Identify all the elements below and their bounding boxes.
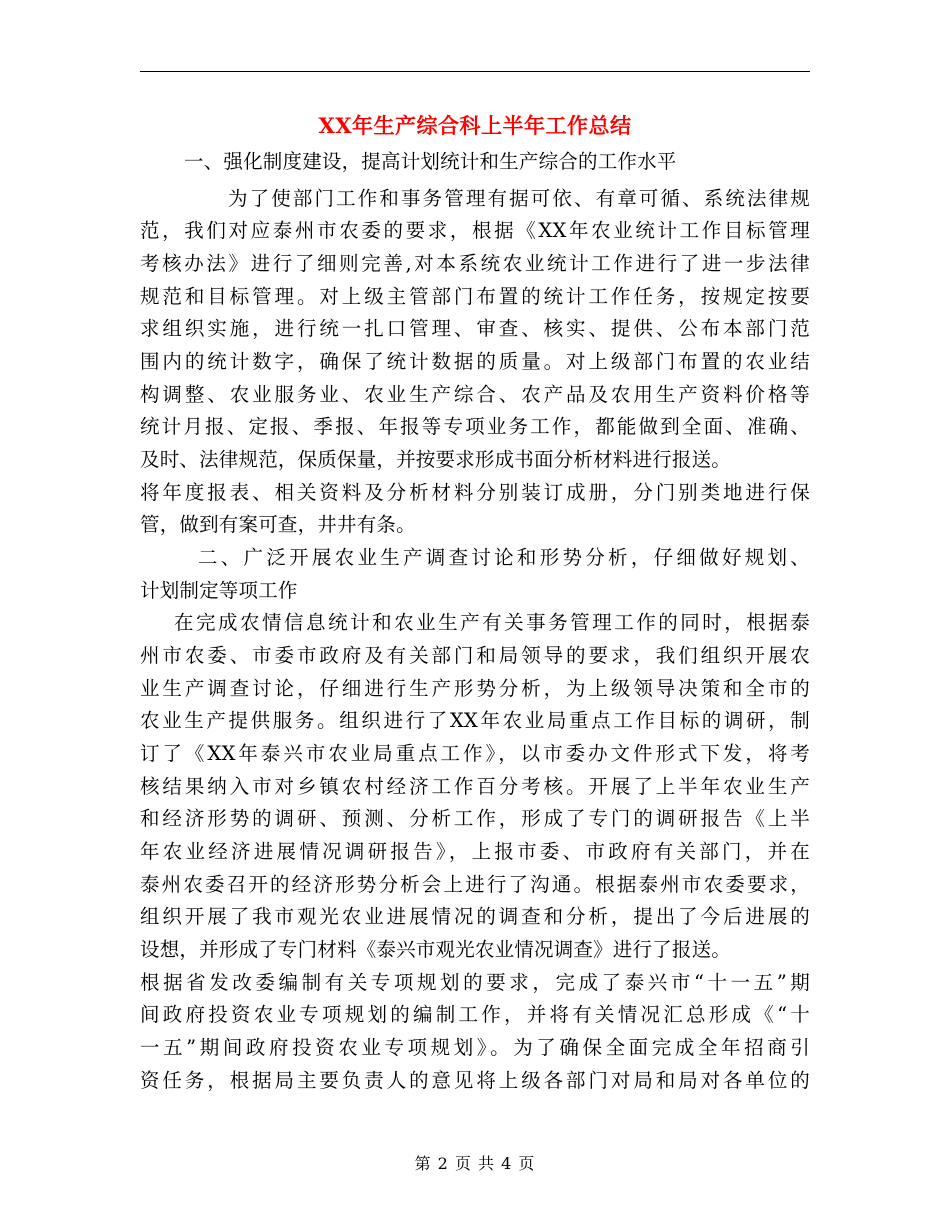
paragraph-line: 年农业经济进展情况调研报告》，上报市委、市政府有关部门，并在 bbox=[140, 840, 810, 863]
paragraph-line: 间政府投资农业专项规划的编制工作，并将有关情况汇总形成《“十 bbox=[140, 1003, 810, 1026]
paragraph-line: 资任务，根据局主要负责人的意见将上级各部门对局和局对各单位的 bbox=[140, 1069, 810, 1092]
paragraph-line: 和经济形势的调研、预测、分析工作，形成了专门的调研报告《上半 bbox=[140, 807, 810, 830]
paragraph-line: 规范和目标管理。对上级主管部门布置的统计工作任务，按规定按要 bbox=[140, 285, 810, 308]
paragraph-line: 管，做到有案可查，井井有条。 bbox=[140, 513, 416, 536]
section-2-heading: 二、广泛开展农业生产调查讨论和形势分析，仔细做好规划、 bbox=[198, 546, 810, 569]
paragraph-line: 订了《XX年泰兴市农业局重点工作》，以市委办文件形式下发，将考 bbox=[140, 742, 810, 765]
paragraph-line: 州市农委、市委市政府及有关部门和局领导的要求，我们组织开展农 bbox=[140, 644, 810, 667]
paragraph-line: 在完成农情信息统计和农业生产有关事务管理工作的同时，根据泰 bbox=[174, 611, 810, 634]
paragraph-line: 核结果纳入市对乡镇农村经济工作百分考核。开展了上半年农业生产 bbox=[140, 775, 810, 798]
page-number: 第 2 页 共 4 页 bbox=[414, 1154, 536, 1173]
section-2-heading-continued: 计划制定等项工作 bbox=[140, 579, 298, 602]
paragraph-line: 为了使部门工作和事务管理有据可依、有章可循、系统法律规 bbox=[228, 187, 810, 210]
document-title: XX年生产综合科上半年工作总结 bbox=[318, 113, 632, 138]
paragraph-line: 一五”期间政府投资农业专项规划》。为了确保全面完成全年招商引 bbox=[140, 1036, 810, 1059]
paragraph-line: 求组织实施，进行统一扎口管理、审查、核实、提供、公布本部门范 bbox=[140, 317, 810, 340]
header-rule bbox=[140, 71, 810, 72]
paragraph-line: 将年度报表、相关资料及分析材料分别装订成册，分门别类地进行保 bbox=[140, 481, 810, 504]
paragraph-line: 考核办法》进行了细则完善,对本系统农业统计工作进行了进一步法律 bbox=[140, 252, 810, 275]
paragraph-line: 统计月报、定报、季报、年报等专项业务工作，都能做到全面、准确、 bbox=[140, 415, 810, 438]
paragraph-line: 组织开展了我市观光农业进展情况的调查和分析，提出了今后进展的 bbox=[140, 905, 810, 928]
paragraph-line: 围内的统计数字，确保了统计数据的质量。对上级部门布置的农业结 bbox=[140, 350, 810, 373]
paragraph-line: 设想，并形成了专门材料《泰兴市观光农业情况调查》进行了报送。 bbox=[140, 938, 732, 961]
section-1-heading: 一、强化制度建设，提高计划统计和生产综合的工作水平 bbox=[184, 150, 677, 173]
paragraph-line: 根据省发改委编制有关专项规划的要求，完成了泰兴市“十一五”期 bbox=[140, 971, 810, 994]
paragraph-line: 业生产调查讨论，仔细进行生产形势分析，为上级领导决策和全市的 bbox=[140, 677, 810, 700]
paragraph-line: 农业生产提供服务。组织进行了XX年农业局重点工作目标的调研，制 bbox=[140, 709, 810, 732]
paragraph-line: 及时、法律规范，保质保量，并按要求形成书面分析材料进行报送。 bbox=[140, 448, 732, 471]
paragraph-line: 泰州农委召开的经济形势分析会上进行了沟通。根据泰州市农委要求， bbox=[140, 873, 810, 896]
paragraph-line: 构调整、农业服务业、农业生产综合、农产品及农用生产资料价格等 bbox=[140, 383, 810, 406]
paragraph-line: 范，我们对应泰州市农委的要求，根据《XX年农业统计工作目标管理 bbox=[140, 219, 810, 242]
